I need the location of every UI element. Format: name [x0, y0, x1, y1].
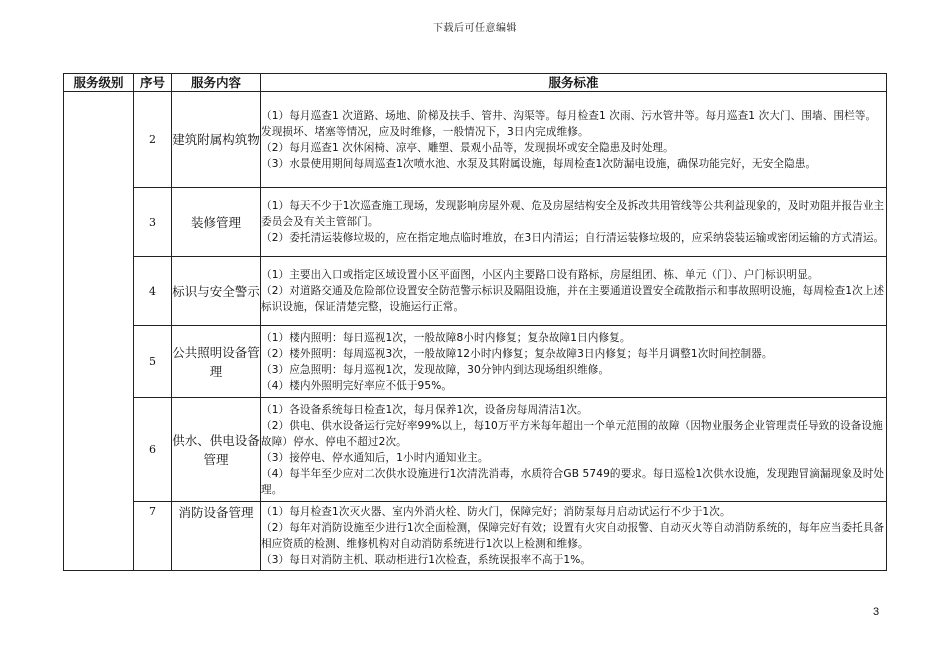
header-note: 下载后可任意编辑 — [433, 23, 517, 34]
service-content: 公共照明设备管理 — [172, 326, 261, 398]
service-standard — [261, 188, 887, 257]
service-content: 标识与安全警示 — [172, 257, 261, 326]
standard-item: （2）对道路交通及危险部位设置安全防范警示标识及隔阻设施，并在主要通道设置安全疏散指示和事故照明设施，每周检查1次上述标识设施，保证清楚完整，设施运行正常。 — [261, 285, 885, 313]
service-content: 装修管理 — [172, 188, 261, 257]
table-header-row — [64, 74, 887, 92]
standard-item: （1）楼内照明：每日巡视1次，一般故障8小时内修复；复杂故障1日内修复。 — [261, 331, 631, 344]
service-standard — [261, 398, 887, 502]
standard-item: （3）应急照明：每月巡视1次，发现故障，30分钟内到达现场组织维修。 — [261, 363, 610, 376]
standard-item: （2）供电、供水设备运行完好率99%以上，每10万平方米每年超出一个单元范围的故障（因物业服务企业管理责任导致的设备设施故障）停水、停电不超过2次。 — [261, 419, 883, 448]
service-standard — [261, 257, 887, 326]
service-content: 消防设备管理 — [172, 502, 261, 571]
standard-item: （2）楼外照明：每周巡视3次，一般故障12小时内修复；复杂故障3日内修复；每半月调整1次时间控制器。 — [261, 347, 773, 360]
standard-item: （3）接停电、停水通知后，1小时内通知业主。 — [261, 451, 489, 464]
standard-item: （1）每月巡查1 次道路、场地、阶梯及扶手、管井、沟渠等。每月检查1 次雨、污水管井等。每月巡查1 次大门、围墙、围栏等。发现损坏、堵塞等情况，应及时维修，一般情况下，3日内完成维修。 — [261, 109, 877, 138]
standard-item: （2）每年对消防设施至少进行1次全面检测，保障完好有效；设置有火灾自动报警、自动灭火等自动消防系统的，每年应当委托具备相应资质的检测、维修机构对自动消防系统进行1次以上检测和维修。 — [261, 522, 885, 550]
service-content: 建筑附属构筑物 — [172, 92, 261, 188]
service-level-cell — [64, 92, 134, 571]
standard-item: （3）水景使用期间每周巡查1次喷水池、水泵及其附属设施，每周检查1次防漏电设施，确保功能完好，无安全隐患。 — [261, 157, 817, 170]
service-standard-table — [63, 73, 887, 571]
standard-item: （2）委托清运装修垃圾的，应在指定地点临时堆放，在3日内清运；自行清运装修垃圾的，应采纳袋装运输或密闭运输的方式清运。 — [261, 232, 885, 244]
standard-item: （4）楼内外照明完好率应不低于95%。 — [261, 379, 453, 392]
page-number: 3 — [873, 606, 880, 618]
row-number: 6 — [134, 398, 172, 502]
table-row — [64, 188, 887, 257]
table-row — [64, 398, 887, 502]
row-number: 5 — [134, 326, 172, 398]
row-number: 3 — [134, 188, 172, 257]
table-row — [64, 92, 887, 188]
row-number: 2 — [134, 92, 172, 188]
service-standard — [261, 502, 887, 571]
row-number: 7 — [134, 502, 172, 571]
standard-item: （2）每月巡查1 次休闲椅、凉亭、雕塑、景观小品等，发现损坏或安全隐患及时处理。 — [261, 141, 674, 154]
row-number: 4 — [134, 257, 172, 326]
service-standard — [261, 92, 887, 188]
service-standard — [261, 326, 887, 398]
table-row — [64, 326, 887, 398]
table-row — [64, 502, 887, 571]
column-header-num: 序号 — [134, 74, 172, 92]
standard-item: （1）各设备系统每日检查1次，每月保养1次，设备房每周清洁1次。 — [261, 403, 588, 416]
column-header-content: 服务内容 — [172, 74, 261, 92]
standard-item: （1）主要出入口或指定区域设置小区平面图，小区内主要路口设有路标，房屋组团、栋、单元（门）、户门标识明显。 — [261, 269, 819, 281]
column-header-standard: 服务标准 — [261, 74, 887, 92]
standard-item: （1）每月检查1次灭火器、室内外消火栓、防火门，保障完好；消防泵每月启动试运行不少于1次。 — [261, 506, 731, 518]
standard-item: （3）每日对消防主机、联动柜进行1次检查，系统误报率不高于1%。 — [261, 554, 592, 566]
standard-item: （1）每天不少于1次巡查施工现场，发现影响房屋外观、危及房屋结构安全及拆改共用管线等公共利益现象的，及时劝阻并报告业主委员会及有关主管部门。 — [261, 200, 885, 228]
standard-item: （4）每半年至少应对二次供水设施进行1次清洗消毒，水质符合GB 5749的要求。每日巡检1次供水设施，发现跑冒滴漏现象及时处理。 — [261, 467, 885, 496]
table-row — [64, 257, 887, 326]
column-header-level: 服务级别 — [64, 74, 134, 92]
service-content: 供水、供电设备管理 — [172, 398, 261, 502]
